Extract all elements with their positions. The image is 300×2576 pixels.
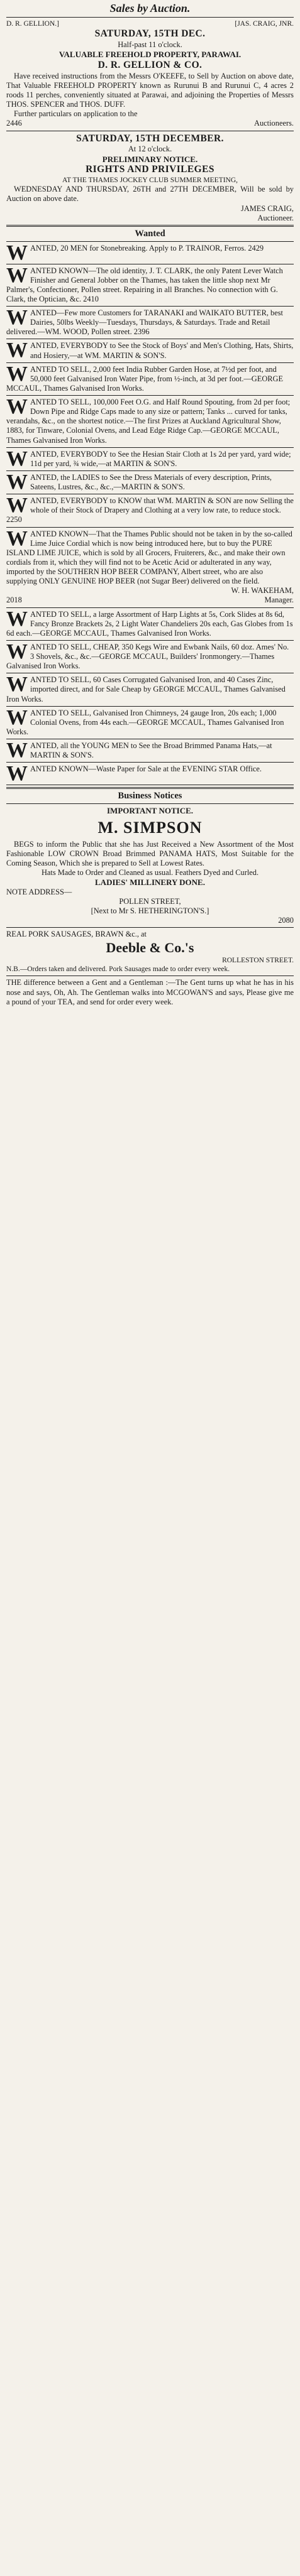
- wanted-ad: [6, 241, 294, 264]
- wanted-ad-text: ANTED KNOWN—That the Thames Public should not be taken in by the so-called Lime Juice Cordial which is now being introduced here, but to buy the PURE ISLAND LIME JUICE, which is sold by all Grocers, Fruiterers, &c., and make their own cordials from it, which they will find not to be Acetic Acid or adulterated in any way, imported by the SOUTHERN HOP BEER COMPANY, Albert street, who are also supplying ONLY GENUINE HOP BEER (not Sugar Beer) delivered on the field.: [6, 529, 292, 586]
- signature-row: [6, 595, 294, 605]
- divider: [6, 306, 294, 307]
- divider: [6, 17, 294, 18]
- drop-cap: W: [6, 705, 28, 729]
- wanted-ad-text: ANTED, 20 MEN for Stonebreaking. Apply to P. TRAINOR, Ferros. 2429: [30, 243, 264, 253]
- divider: [6, 527, 294, 528]
- wanted-ad-text: ANTED, EVERYBODY to See the Stock of Boys' and Men's Clothing, Hats, Shirts, and Hosiery,—at WM. MARTIN & SON'S.: [30, 341, 294, 360]
- deeble-name: Deeble & Co.'s: [106, 939, 194, 955]
- wanted-ad-text: ANTED TO SELL, 60 Cases Corrugated Galvanised Iron, and 40 Cases Zinc, imported direct, and for Sale Cheap by GEORGE MCCAUL, Thames Galvanised Iron Works.: [6, 675, 286, 704]
- simpson-address: POLLEN STREET,: [119, 897, 181, 906]
- auction-time: At 12 o'clock.: [128, 144, 172, 154]
- divider: [6, 395, 294, 396]
- signature-name: W. H. WAKEHAM,: [231, 586, 294, 595]
- divider: [6, 241, 294, 242]
- auction-body: WEDNESDAY AND THURSDAY, 26TH and 27TH DECEMBER, Will be sold by Auction on above date.: [6, 185, 294, 204]
- wanted-ad: [6, 675, 294, 704]
- deeble-ad: [6, 930, 294, 974]
- divider: [6, 927, 294, 928]
- divider: [6, 225, 294, 227]
- wanted-ad-text: ANTED TO SELL, 2,000 feet India Rubber Garden Hose, at 7½d per foot, and 50,000 feet Galvanised Iron Water Pipe, from ½-inch, at 3d per foot.—GEORGE MCCAUL, Thames Galvanised Iron Works.: [6, 364, 284, 393]
- wanted-ad-text: ANTED KNOWN—The old identity, J. T. CLARK, the only Patent Lever Watch Finisher and General Jobber on the Thames, has taken the little shop next Mr Palmer's, Confectioner, Pollen street. Repairing in all Branches. No connection with G. Clark, the Optician, &c. 2410: [6, 266, 283, 303]
- auction-firm: D. R. GELLION & CO.: [97, 59, 203, 70]
- wanted-ad: [6, 395, 294, 445]
- drop-cap: W: [6, 639, 28, 663]
- wanted-ad: [6, 341, 294, 360]
- auction-time: Half-past 11 o'clock.: [118, 40, 182, 49]
- ad-number: 2018: [6, 595, 22, 605]
- newspaper-page: [0, 2, 300, 2576]
- auction-body: Have received instructions from the Messrs O'KEEFE, to Sell by Auction on above date, That Valuable FREEHOLD PROPERTY known as Rurunui B and Rurunui C, 4 acres 2 roods 11 perches, conveniently situated at Parawai, and adjoining the Properties of Messrs THOS. SPENCER and THOS. DUFF.: [6, 71, 294, 109]
- auction-date: SATURDAY, 15TH DECEMBER.: [76, 133, 224, 144]
- auctioneer-role: Auctioneer.: [257, 213, 294, 222]
- wanted-ad: [6, 639, 294, 671]
- wanted-ad: [6, 470, 294, 494]
- drop-cap: W: [6, 339, 28, 362]
- drop-cap: W: [6, 362, 28, 386]
- wanted-ad-text: ANTED—Few more Customers for TARANAKI and WAIKATO BUTTER, best Dairies, 50lbs Weekly—Tuesdays, Thursdays, & Saturdays. Trade and Retail delivered.—WM. WOOD, Pollen street. 2396: [6, 308, 284, 337]
- wanted-ad-text: ANTED TO SELL, 100,000 Feet O.G. and Half Round Spouting, from 2d per foot; Down Pipe and Ridge Caps made to any size or pattern; Tanks ... curved for tanks, verandahs, &c., on the shortest notice.—The first Prizes at Auckland Agricultural Show, 1883, for Tinware, Colonial Ovens, and Lead Edge Ridge Cap.—GEORGE MCCAUL, Thames Galvanised Iron Works.: [6, 398, 291, 445]
- divider: [6, 762, 294, 763]
- drop-cap: W: [6, 673, 28, 697]
- deeble-tail: N.B.—Orders taken and delivered. Pork Sausages made to order every week.: [6, 965, 230, 974]
- simpson-millinery: LADIES' MILLINERY DONE.: [95, 878, 205, 888]
- drop-cap: W: [6, 762, 28, 786]
- wanted-ad: [6, 447, 294, 470]
- wanted-ad-text: ANTED, EVERYBODY to KNOW that WM. MARTIN & SON are now Selling the whole of their Stock of Drapery and Clothing at a very low rate, to reduce stock. 2250: [6, 496, 294, 524]
- drop-cap: W: [6, 470, 28, 494]
- simpson-notice: IMPORTANT NOTICE.: [106, 805, 194, 815]
- ad-number: 2446: [6, 119, 22, 128]
- divider: [6, 362, 294, 363]
- divider: [6, 640, 294, 641]
- tag-left: D. R. GELLION.]: [6, 19, 59, 28]
- wanted-ad: [6, 705, 294, 737]
- gent-ad: [6, 978, 294, 1006]
- wanted-ad-text: ANTED, all the YOUNG MEN to See the Broad Brimmed Panama Hats,—at MARTIN & SON'S.: [30, 741, 272, 760]
- wanted-list: [6, 241, 294, 786]
- wanted-ad: [6, 739, 294, 763]
- wanted-ad-text: ANTED, EVERYBODY to See the Hesian Stair Cloth at 1s 2d per yard, yard wide; 11d per yard, ¾ wide,—at MARTIN & SON'S.: [30, 449, 291, 468]
- masthead-title: Sales by Auction.: [109, 2, 191, 14]
- deeble-street: ROLLESTON STREET.: [222, 957, 294, 965]
- divider: [6, 803, 294, 804]
- drop-cap: W: [6, 306, 28, 330]
- simpson-address-label: NOTE ADDRESS—: [6, 887, 72, 896]
- wanted-ad: [6, 762, 294, 786]
- divider: [6, 607, 294, 608]
- auction-date: SATURDAY, 15TH DEC.: [94, 28, 206, 39]
- ad-number: 2080: [278, 916, 294, 925]
- drop-cap: W: [6, 526, 28, 550]
- wanted-ad: [6, 263, 294, 305]
- auction-further: Further particulars on application to the: [14, 109, 138, 119]
- simpson-ad: [6, 806, 294, 925]
- drop-cap: W: [6, 241, 28, 264]
- signature-role: Manager.: [264, 595, 294, 605]
- wanted-ad: [6, 607, 294, 638]
- drop-cap: W: [6, 447, 28, 470]
- tag-right: [JAS. CRAIG, JNR.: [235, 19, 294, 28]
- wanted-ad-text: ANTED TO SELL, a large Assortment of Harp Lights at 5s, Cork Slides at 8s 6d, Fancy Bronze Brackets 2s, 2 Light Water Chandeliers 20s each, Gas Globes from 1s 6d each.—GEORGE MCCAUL, Thames Galvanised Iron Works.: [6, 609, 293, 638]
- wanted-ad: [6, 308, 294, 337]
- simpson-body: BEGS to inform the Public that she has Just Received a New Assortment of the Most Fashionable LOW CROWN Broad Brimmed PANAMA HATS, Most Suitable for the Coming Season, Which she is prepared to Sell at Lowest Rates.: [6, 839, 294, 867]
- drop-cap: W: [6, 395, 28, 419]
- divider: [6, 787, 294, 789]
- wanted-section-header: Wanted: [135, 228, 165, 239]
- auction-heading: RIGHTS AND PRIVILEGES: [86, 164, 214, 175]
- wanted-ad: [6, 526, 294, 606]
- drop-cap: W: [6, 263, 28, 287]
- wanted-ad-text: ANTED TO SELL, Galvanised Iron Chimneys, 24 gauge Iron, 20s each; 1,000 Colonial Ovens, from 44s each.—GEORGE MCCAUL, Thames Galvanised Iron Works.: [6, 708, 284, 736]
- wanted-ad-text: ANTED KNOWN—Waste Paper for Sale at the EVENING STAR Office.: [30, 764, 262, 774]
- wanted-ad: [6, 496, 294, 524]
- simpson-name: M. SIMPSON: [97, 818, 203, 837]
- auction-heading: VALUABLE FREEHOLD PROPERTY, PARAWAI.: [58, 50, 242, 59]
- deeble-head: REAL PORK SAUSAGES, BRAWN &c., at: [6, 930, 147, 939]
- divider: [6, 470, 294, 471]
- auctioneer-role: Auctioneers.: [254, 119, 294, 128]
- drop-cap: W: [6, 739, 28, 763]
- auction-ad-jockey-club: [6, 133, 294, 223]
- divider: [6, 447, 294, 448]
- auction-subheading: AT THE THAMES JOCKEY CLUB SUMMER MEETING,: [62, 177, 238, 185]
- auctioneer-name: JAMES CRAIG,: [241, 204, 294, 213]
- auction-signature: [6, 119, 294, 128]
- wanted-ad-text: ANTED TO SELL, CHEAP, 350 Kegs Wire and Ewbank Nails, 60 doz. Ames' No. 3 Shovels, &c., &c.—GEORGE MCCAUL, Builders' Ironmongery.—Thames Galvanised Iron Works.: [6, 642, 289, 671]
- simpson-address-note: [Next to Mr S. HETHERINGTON'S.]: [91, 906, 209, 916]
- business-section-header: Business Notices: [118, 791, 182, 802]
- drop-cap: W: [6, 607, 28, 631]
- gent-text: THE difference between a Gent and a Gentleman :—The Gent turns up what he has in his nose and says, Oh, Ah. The Gentleman walks into MCGOWAN'S and says, Please give me a pound of your TEA, and send for order every week.: [6, 978, 294, 1006]
- wanted-ad-text: ANTED, the LADIES to See the Dress Materials of every description, Prints, Sateens, Lustres, &c., &c.,—MARTIN & SON'S.: [30, 472, 272, 492]
- auction-ad-parawai: [6, 19, 294, 129]
- auctioneer-tags: [6, 19, 294, 28]
- wanted-ad: [6, 362, 294, 393]
- drop-cap: W: [6, 494, 28, 518]
- simpson-services: Hats Made to Order and Cleaned as usual. Feathers Dyed and Curled.: [41, 867, 259, 877]
- divider: [6, 706, 294, 707]
- auction-notice: PRELIMINARY NOTICE.: [102, 154, 198, 164]
